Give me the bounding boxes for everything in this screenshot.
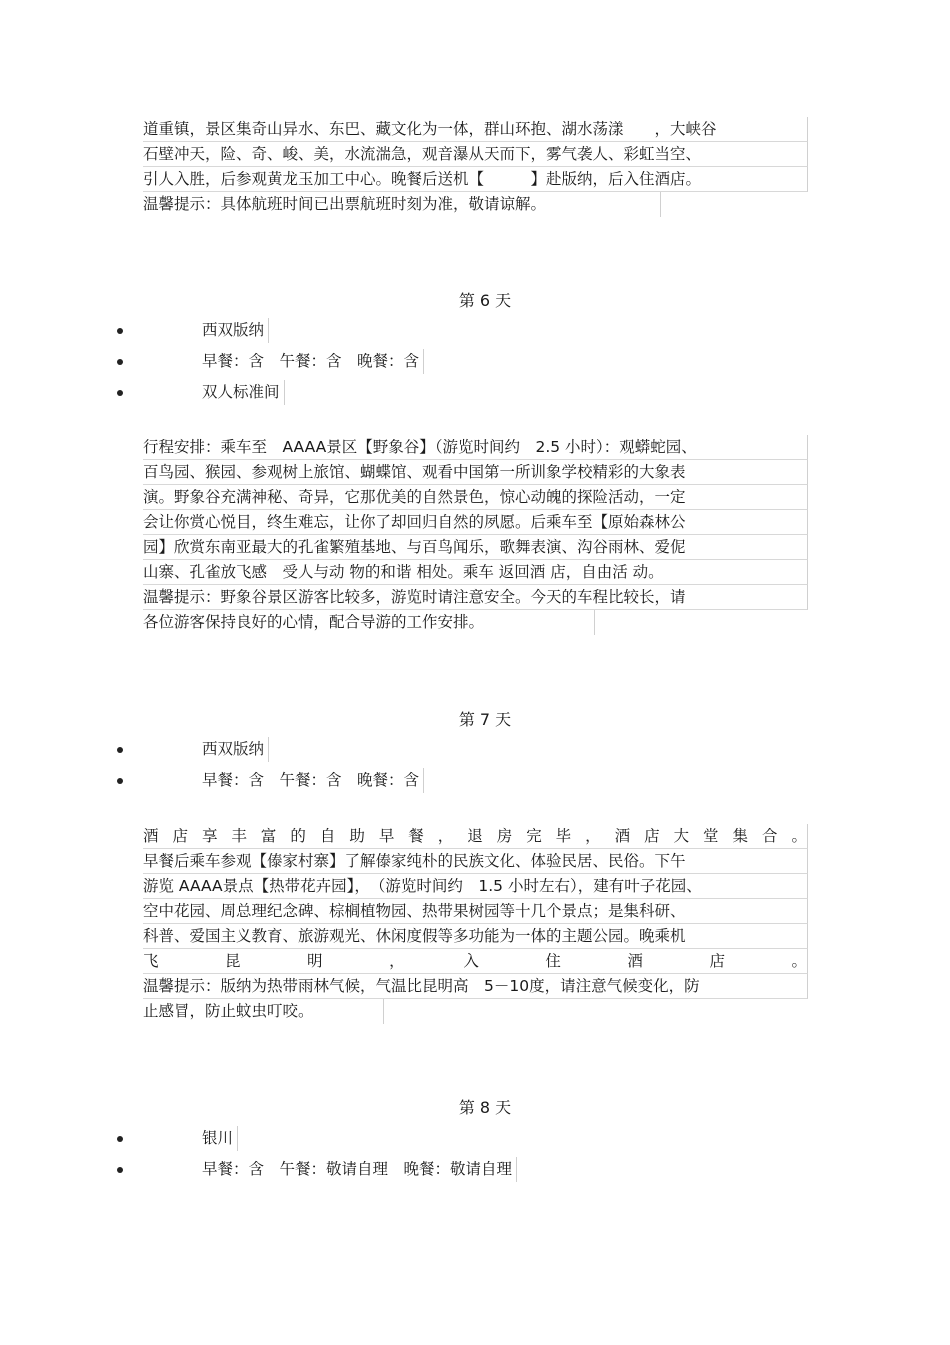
day8-meals: 早餐：含 午餐：敬请自理 晚餐：敬请自理 [202,1157,517,1182]
day7-line: 飞 昆 明 ， 入 住 酒 店 。 [143,949,808,974]
day7-location: 西双版纳 [202,737,269,762]
intro-line: 石壁冲天，险、奇、峻、美，水流湍急，观音瀑从天而下，雾气袭人、彩虹当空、 [143,142,808,167]
day7-title: 第 7 天 [458,710,512,729]
bullet-icon [117,747,123,753]
day6-line: 行程安排：乘车至 AAAA景区【野象谷】（游览时间约 2.5 小时）：观蟒蛇园、 [143,435,808,460]
day7-line: 酒店享丰富的自助早餐，退房完毕，酒店大堂集合。 [143,824,808,849]
day6-line: 山寨、孔雀放飞感 受人与动 物的和谐 相处。乘车 返回酒 店，自由活 动。 [143,560,808,585]
day7-line: 早餐后乘车参观【傣家村寨】了解傣家纯朴的民族文化、体验民居、民俗。下午 [143,849,808,874]
day6-paragraph [143,435,808,635]
intro-line: 温馨提示：具体航班时间已出票航班时刻为准，敬请谅解。 [143,192,661,217]
day6-line: 演。野象谷充满神秘、奇异，它那优美的自然景色，惊心动魄的探险活动，一定 [143,485,808,510]
bullet-icon [117,328,123,334]
day6-room: 双人标准间 [202,380,285,405]
day7-paragraph [143,824,808,1024]
intro-line: 道重镇，景区集奇山异水、东巴、藏文化为一体，群山环抱、湖水荡漾 ，大峡谷 [143,117,808,142]
bullet-icon [117,778,123,784]
day8-title: 第 8 天 [458,1098,512,1117]
day6-line: 园】欣赏东南亚最大的孔雀繁殖基地、与百鸟闻乐，歌舞表演、沟谷雨林、爱伲 [143,535,808,560]
day6-location: 西双版纳 [202,318,269,343]
day7-meals: 早餐：含 午餐：含 晚餐：含 [202,768,424,793]
day6-title: 第 6 天 [458,291,512,310]
intro-paragraph [143,117,808,217]
bullet-icon [117,1167,123,1173]
intro-line: 引人入胜，后参观黄龙玉加工中心。晚餐后送机【 】赴版纳，后入住酒店。 [143,167,808,192]
bullet-icon [117,359,123,365]
bullet-icon [117,390,123,396]
day6-line: 温馨提示：野象谷景区游客比较多，游览时请注意安全。今天的车程比较长，请 [143,585,808,610]
day6-line: 会让你赏心悦目，终生难忘，让你了却回归自然的夙愿。后乘车至【原始森林公 [143,510,808,535]
day7-line: 科普、爱国主义教育、旅游观光、休闲度假等多功能为一体的主题公园。晚乘机 [143,924,808,949]
day7-line: 温馨提示：版纳为热带雨林气候，气温比昆明高 5－10度，请注意气候变化，防 [143,974,808,999]
day7-line: 空中花园、周总理纪念碑、棕榈植物园、热带果树园等十几个景点；是集科研、 [143,899,808,924]
day7-line: 止感冒，防止蚊虫叮咬。 [143,999,384,1024]
day8-location: 银川 [202,1126,238,1151]
bullet-icon [117,1136,123,1142]
day6-line: 各位游客保持良好的心情，配合导游的工作安排。 [143,610,595,635]
day7-line: 游览 AAAA景点【热带花卉园】， （游览时间约 1.5 小时左右），建有叶子花园、 [143,874,808,899]
day6-meals: 早餐：含 午餐：含 晚餐：含 [202,349,424,374]
day6-line: 百鸟园、猴园、参观树上旅馆、蝴蝶馆、观看中国第一所训象学校精彩的大象表 [143,460,808,485]
